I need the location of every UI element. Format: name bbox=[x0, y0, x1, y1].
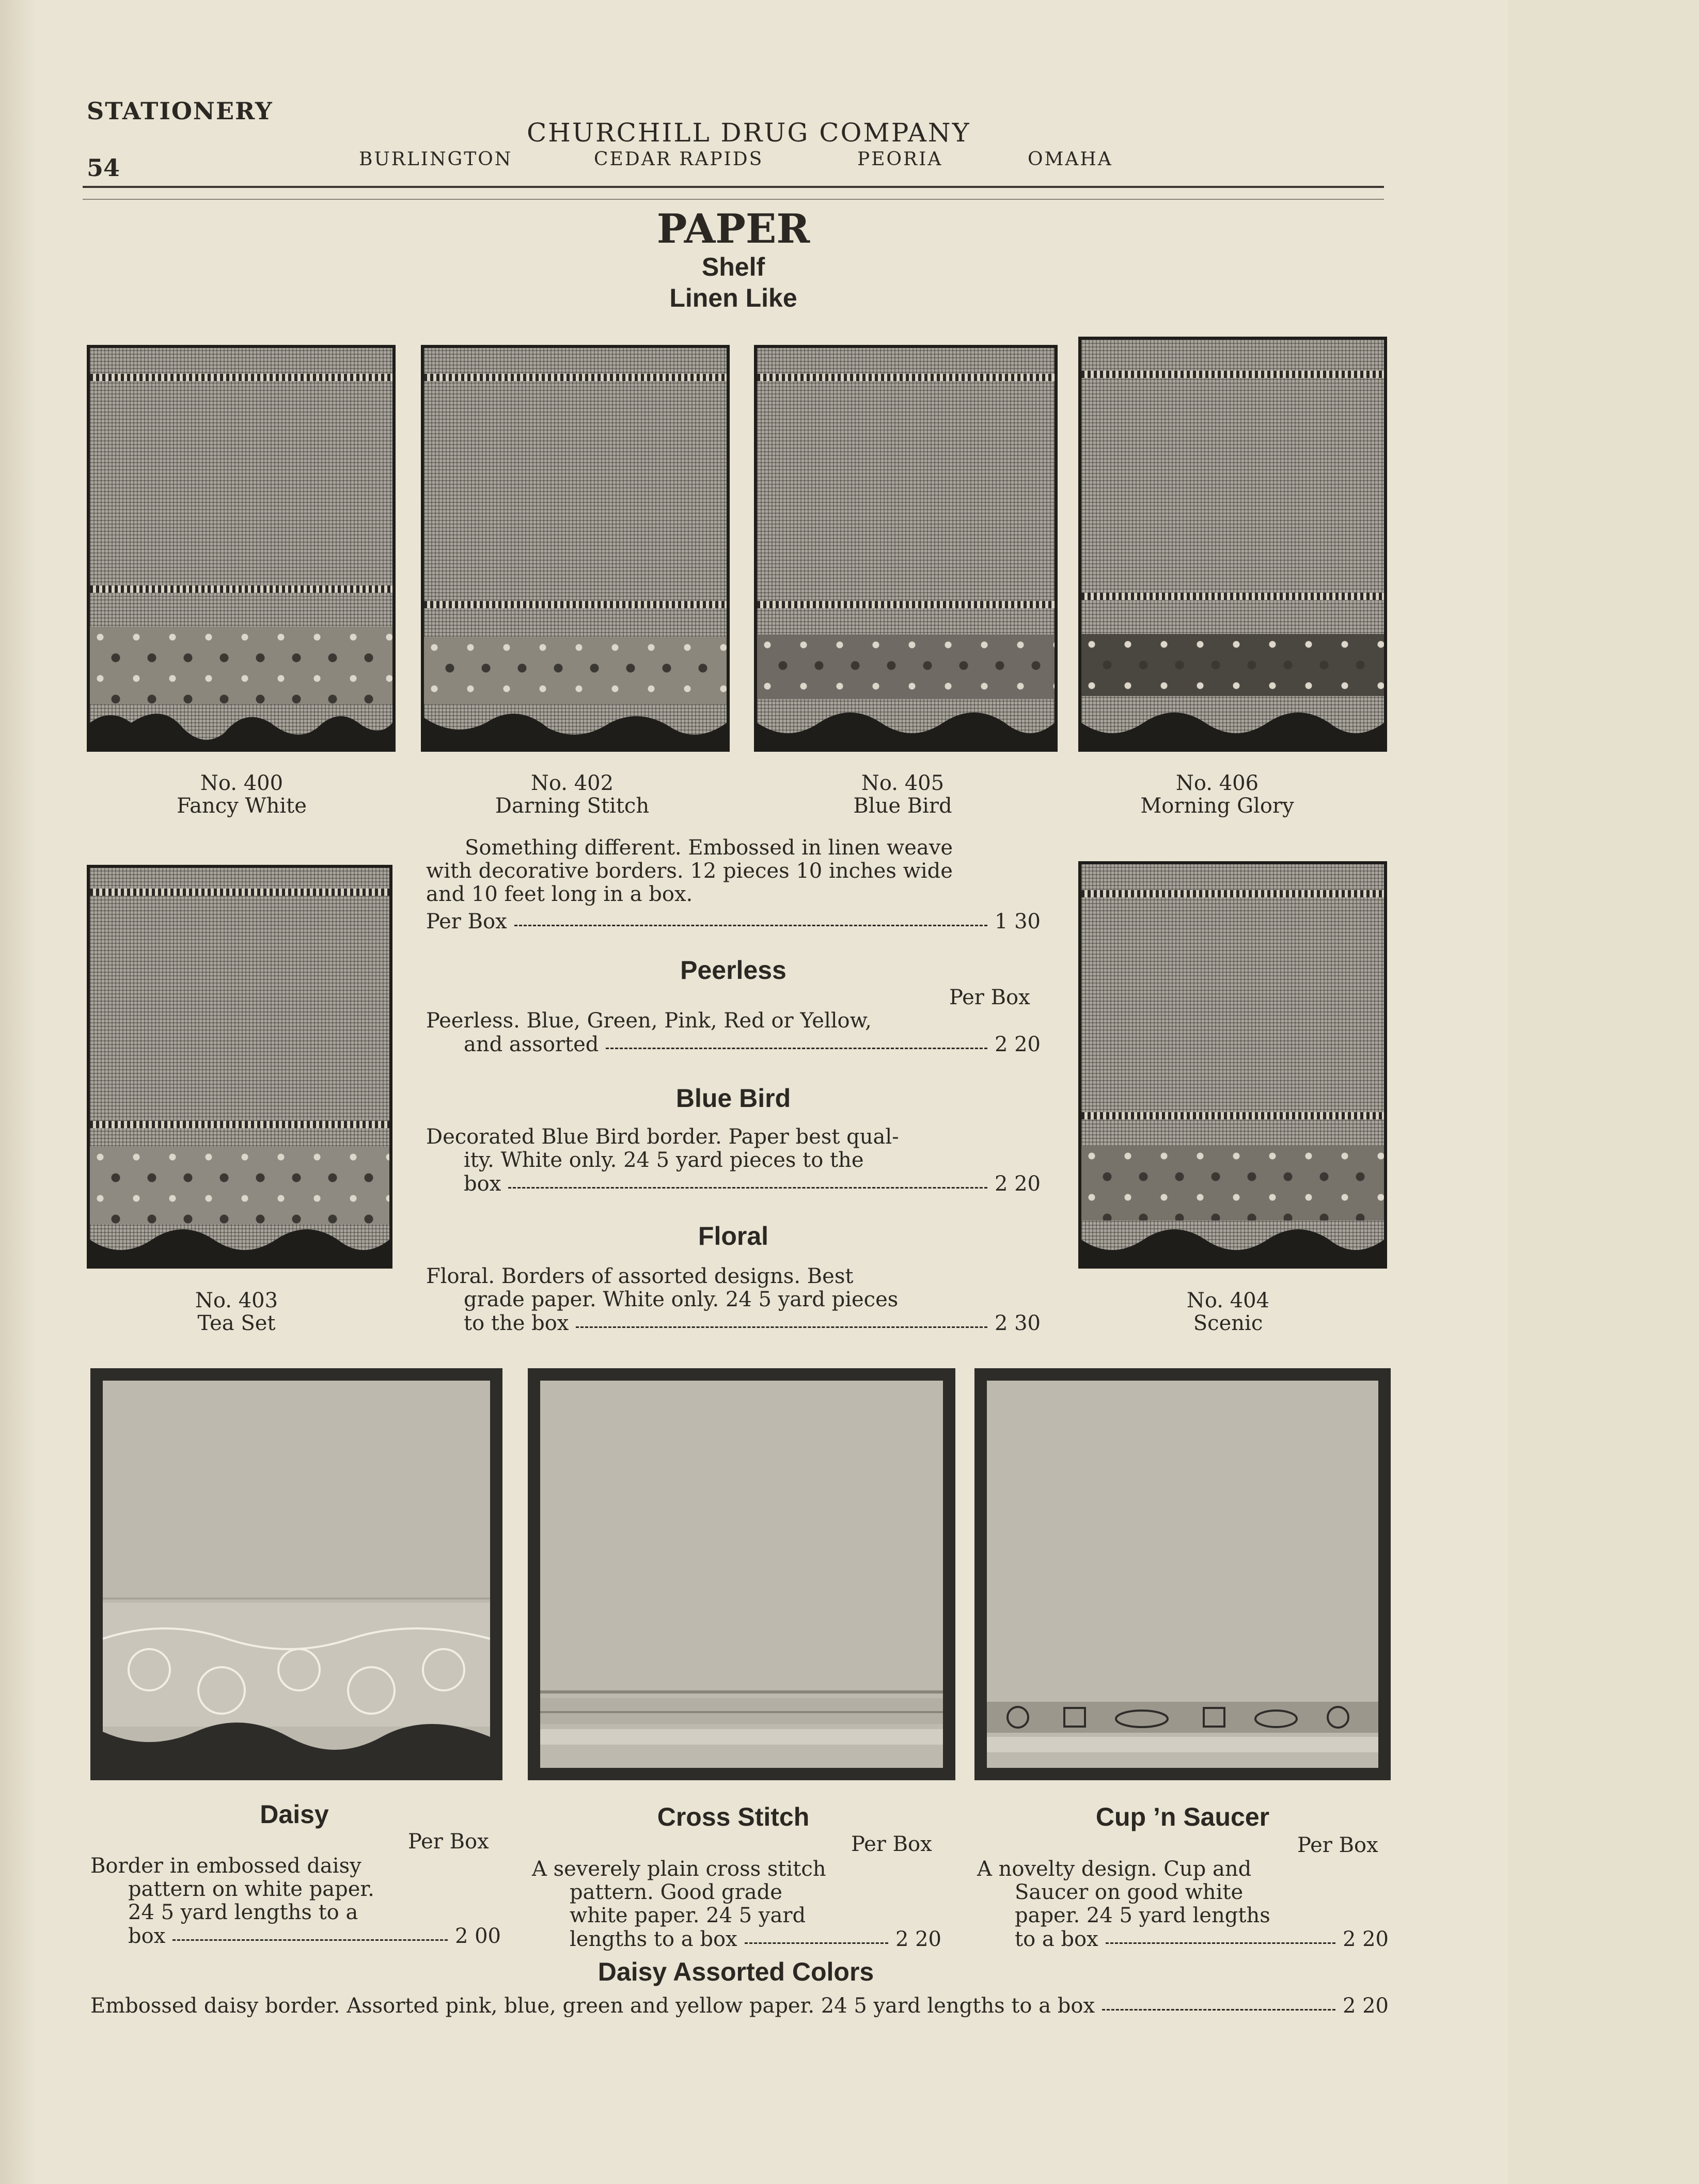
daisy-price-row bbox=[128, 1924, 501, 1948]
peerless-price-row bbox=[464, 1033, 1041, 1056]
price-label: to the box bbox=[464, 1311, 569, 1335]
city-burlington: BURLINGTON bbox=[359, 149, 513, 170]
bluebird-line1: Decorated Blue Bird border. Paper best qual- bbox=[426, 1125, 899, 1149]
per-box-label: Per Box bbox=[408, 1830, 489, 1854]
price-leader bbox=[1106, 1942, 1335, 1944]
heading-peerless: Peerless bbox=[680, 956, 786, 985]
price-value: 2 20 bbox=[994, 1172, 1041, 1196]
photo-cross-stitch bbox=[528, 1368, 955, 1780]
caption-number: No. 400 bbox=[200, 771, 284, 795]
swatch-image-405 bbox=[754, 345, 1058, 752]
caption-name: Fancy White bbox=[177, 794, 307, 818]
peerless-line1: Peerless. Blue, Green, Pink, Red or Yellow, bbox=[426, 1009, 872, 1033]
price-value: 1 30 bbox=[994, 910, 1041, 933]
subtitle-linen-like: Linen Like bbox=[669, 283, 797, 312]
caption-name: Morning Glory bbox=[1140, 794, 1294, 818]
header-rule-thin bbox=[83, 199, 1384, 200]
photo-cup-n-saucer bbox=[974, 1368, 1391, 1780]
price-value: 2 20 bbox=[1342, 1927, 1389, 1951]
price-leader bbox=[514, 925, 987, 926]
floral-line2: grade paper. White only. 24 5 yard pieces bbox=[464, 1288, 899, 1311]
city-cedar-rapids: CEDAR RAPIDS bbox=[594, 149, 764, 170]
swatch-image-403 bbox=[87, 865, 392, 1269]
heading-daisy: Daisy bbox=[260, 1800, 329, 1829]
price-leader bbox=[508, 1187, 987, 1189]
city-omaha: OMAHA bbox=[1028, 149, 1113, 170]
caption-number: No. 403 bbox=[195, 1289, 278, 1312]
company-name: CHURCHILL DRUG COMPANY bbox=[527, 118, 971, 148]
cross-stitch-border-art bbox=[540, 1381, 943, 1768]
caption-402 bbox=[469, 772, 675, 817]
heading-cross-stitch: Cross Stitch bbox=[657, 1802, 810, 1831]
swatch-image-406 bbox=[1078, 337, 1387, 752]
cup-price-row bbox=[1015, 1927, 1389, 1951]
heading-blue-bird: Blue Bird bbox=[675, 1084, 791, 1113]
cross-line1: A severely plain cross stitch bbox=[532, 1857, 826, 1881]
daisy-assorted-price-row bbox=[90, 1994, 1389, 2018]
price-label: Per Box bbox=[426, 910, 507, 933]
page-title: PAPER bbox=[656, 205, 810, 252]
daisy-line1: Border in embossed daisy bbox=[90, 1854, 361, 1878]
cup-line2: Saucer on good white bbox=[1015, 1880, 1244, 1904]
price-value: 2 20 bbox=[1342, 1994, 1389, 2018]
price-label: to a box bbox=[1015, 1927, 1098, 1951]
cross-line2: pattern. Good grade bbox=[570, 1880, 782, 1904]
cross-line3: white paper. 24 5 yard bbox=[570, 1904, 806, 1927]
price-leader bbox=[172, 1939, 448, 1941]
price-leader bbox=[1102, 2009, 1335, 2011]
caption-405 bbox=[799, 772, 1006, 817]
subtitle-shelf: Shelf bbox=[701, 252, 765, 281]
heading-floral: Floral bbox=[698, 1222, 769, 1251]
linen-desc-line3: and 10 feet long in a box. bbox=[426, 882, 693, 906]
price-label: Embossed daisy border. Assorted pink, blue, green and yellow paper. 24 5 yard lengths to a box bbox=[90, 1994, 1095, 2018]
per-box-label: Per Box bbox=[851, 1832, 932, 1856]
caption-name: Darning Stitch bbox=[495, 794, 650, 818]
heading-cup-n-saucer: Cup ’n Saucer bbox=[1095, 1802, 1270, 1831]
bluebird-line2: ity. White only. 24 5 yard pieces to the bbox=[464, 1148, 864, 1172]
price-value: 2 30 bbox=[994, 1311, 1041, 1335]
linen-desc-line2: with decorative borders. 12 pieces 10 inches wide bbox=[426, 859, 953, 883]
caption-name: Tea Set bbox=[197, 1311, 276, 1335]
cup-line1: A novelty design. Cup and bbox=[977, 1857, 1252, 1881]
header-rule bbox=[83, 186, 1384, 188]
caption-400 bbox=[138, 772, 345, 817]
daisy-line2: pattern on white paper. bbox=[128, 1877, 374, 1901]
section-title: STATIONERY bbox=[87, 97, 273, 125]
city-peoria: PEORIA bbox=[857, 149, 943, 170]
swatch-image-402 bbox=[421, 345, 730, 752]
daisy-line3: 24 5 yard lengths to a bbox=[128, 1901, 358, 1924]
linen-price-row bbox=[426, 910, 1041, 933]
page-right-margin bbox=[1508, 0, 1699, 2184]
cup-saucer-border-art bbox=[987, 1381, 1378, 1768]
daisy-border-art bbox=[103, 1381, 490, 1768]
per-box-label: Per Box bbox=[1297, 1833, 1378, 1857]
price-label: box bbox=[128, 1924, 166, 1948]
price-label: and assorted bbox=[464, 1033, 599, 1056]
price-value: 2 20 bbox=[994, 1033, 1041, 1056]
price-label: lengths to a box bbox=[570, 1927, 737, 1951]
swatch-image-404 bbox=[1078, 861, 1387, 1269]
cup-line3: paper. 24 5 yard lengths bbox=[1015, 1904, 1270, 1927]
per-box-label: Per Box bbox=[949, 986, 1030, 1009]
caption-number: No. 402 bbox=[530, 771, 614, 795]
caption-403 bbox=[133, 1289, 340, 1335]
cross-price-row bbox=[570, 1927, 941, 1951]
floral-line1: Floral. Borders of assorted designs. Best bbox=[426, 1264, 854, 1288]
price-value: 2 00 bbox=[454, 1924, 501, 1948]
heading-daisy-assorted: Daisy Assorted Colors bbox=[597, 1957, 874, 1986]
price-leader bbox=[745, 1942, 888, 1944]
caption-404 bbox=[1125, 1289, 1331, 1335]
price-value: 2 20 bbox=[895, 1927, 941, 1951]
caption-number: No. 406 bbox=[1175, 771, 1259, 795]
caption-name: Blue Bird bbox=[853, 794, 952, 818]
photo-daisy bbox=[90, 1368, 502, 1780]
swatch-image-400 bbox=[87, 345, 396, 752]
price-label: box bbox=[464, 1172, 501, 1196]
price-leader bbox=[576, 1326, 987, 1328]
page-number: 54 bbox=[87, 154, 120, 182]
caption-number: No. 405 bbox=[861, 771, 945, 795]
page-edge-shadow bbox=[0, 0, 36, 2184]
caption-number: No. 404 bbox=[1186, 1289, 1270, 1312]
caption-406 bbox=[1114, 772, 1320, 817]
floral-price-row bbox=[464, 1311, 1041, 1335]
price-leader bbox=[606, 1048, 987, 1049]
bluebird-price-row bbox=[464, 1172, 1041, 1196]
caption-name: Scenic bbox=[1193, 1311, 1263, 1335]
linen-desc-line1: Something different. Embossed in linen weave bbox=[465, 836, 953, 860]
